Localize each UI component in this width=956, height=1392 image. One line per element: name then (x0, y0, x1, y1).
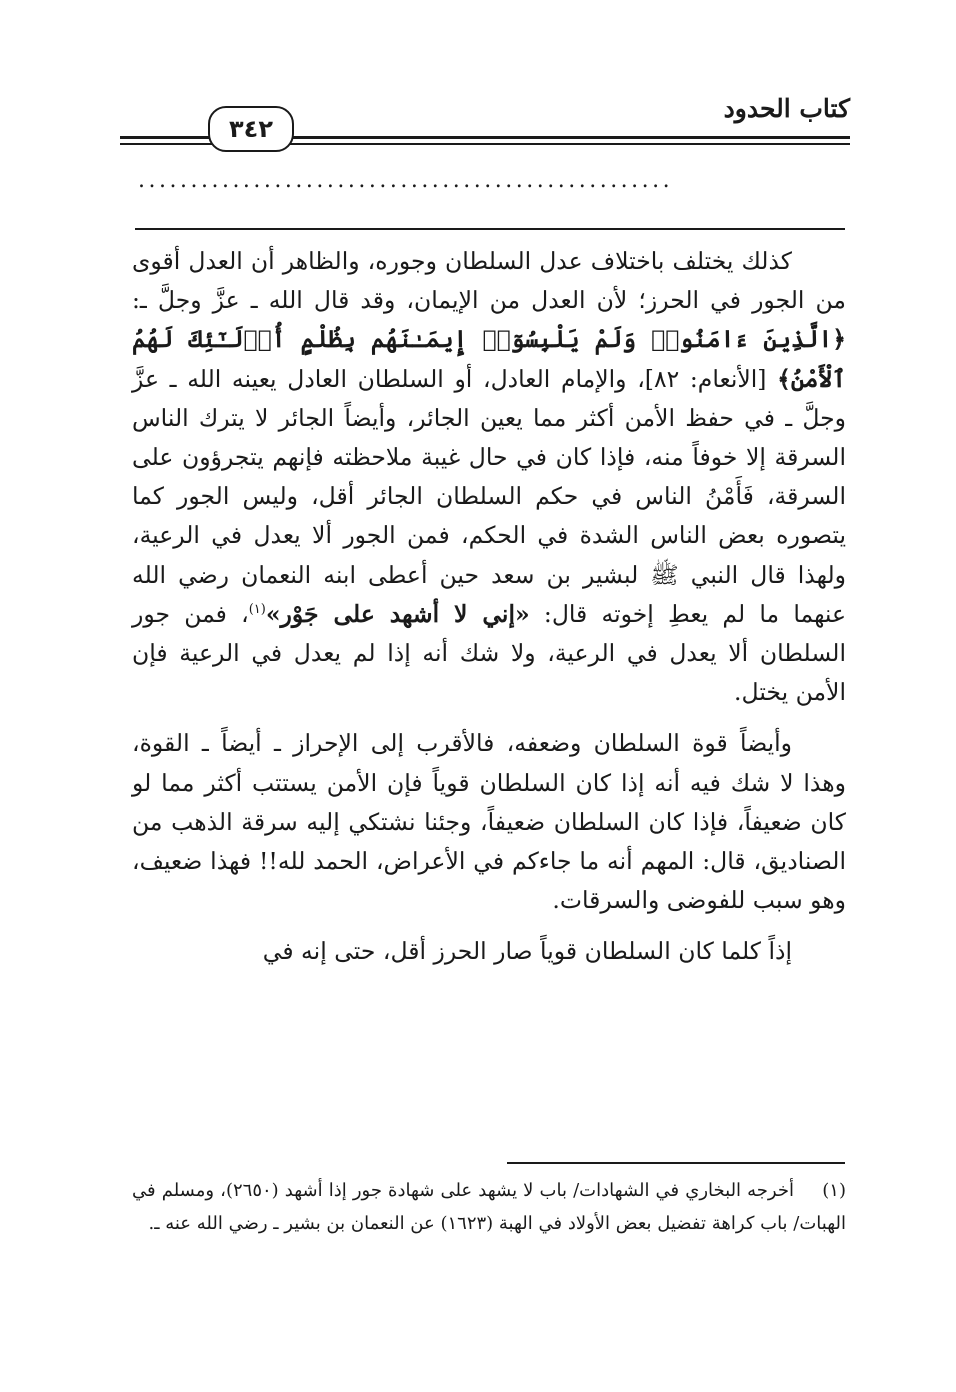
page-number: ٣٤٢ (208, 106, 294, 152)
footnote-text: أخرجه البخاري في الشهادات/ باب لا يشهد على شهادة جور إذا أشهد (٢٦٥٠)، ومسلم في الهبات/ باب كراهة تفضيل بعض الأولاد في الهبة (١٦٢٣) عن النعمان بن بشير ـ رضي الله عنه ـ. (132, 1180, 846, 1234)
footnotes (132, 1174, 846, 1240)
quran-verse: ﴿الَّذِينَ ءَامَنُوا۟ وَلَمْ يَلْبِسُوٓا۟ إِيمَـٰنَهُم بِظُلْمٍ أُو۟لَـٰٓئِكَ لَهُمُ ٱلْأَمْنُ﴾ (132, 325, 846, 393)
footnote-separator (507, 1162, 845, 1164)
footnote-item (132, 1174, 846, 1240)
page-header (120, 92, 850, 162)
paragraph-1 (132, 242, 846, 712)
running-title: كتاب الحدود (723, 94, 850, 123)
hadith-quote: «إني لا أشهد على جَوْر» (265, 599, 530, 628)
paragraph-1-text-c: ، فمن جور السلطان ألا يعدل في الرعية، ولا شك أنه إذا لم يعدل في الرعية فإن الأمن يختل. (132, 599, 846, 707)
paragraph-1-text-a: كذلك يختلف باختلاف عدل السلطان وجوره، والظاهر أن العدل أقوى من الجور في الحرز؛ لأن العدل من الإيمان، وقد قال الله ـ عزَّ وجلَّ ـ: (132, 247, 846, 315)
paragraph-2: وأيضاً قوة السلطان وضعفه، فالأقرب إلى الإحراز ـ أيضاً ـ القوة، وهذا لا شك فيه أنه إذا كان السلطان قوياً فإن الأمن يستتب أكثر مما لو كان ضعيفاً، فإذا كان السلطان ضعيفاً، وجئنا نشتكي إليه سرقة الذهب من الصناديق، قال: المهم أنه ما جاءكم في الأعراض، الحمد لله!! فهذا ضعيف، وهو سبب للفوضى والسرقات. (132, 729, 846, 915)
paragraph-3: إذاً كلما كان السلطان قوياً صار الحرز أقل، حتى إنه في (262, 937, 792, 966)
body-top-rule (135, 228, 845, 230)
paragraph-1-text-b: [الأنعام: ٨٢]، والإمام العادل، أو السلطان العادل يعينه الله ـ عزَّ وجلَّ ـ في حفظ الأمن أكثر مما يعين الجائر، وأيضاً الجائر لا يترك الناس السرقة إلا خوفاً منه، فإذا كان في حال غيبة ملاحظته فإنهم يتجرؤون على السرقة، فَأَمْنُ الناس في حكم السلطان الجائر أقل، وليس الجور كما يتصوره بعض الناس الشدة في الحكم، فمن الجور ألا يعدل في الرعية، ولهذا قال النبي ﷺ لبشير بن سعد حين أعطى ابنه النعمان رضي الله عنهما ما لم يعطِ إخوته قال: (132, 364, 847, 628)
footnote-reference: (١) (248, 602, 266, 617)
footnote-marker: (١) (822, 1180, 846, 1201)
main-text (132, 242, 846, 984)
dotted-separator: ................................................... (138, 168, 674, 193)
